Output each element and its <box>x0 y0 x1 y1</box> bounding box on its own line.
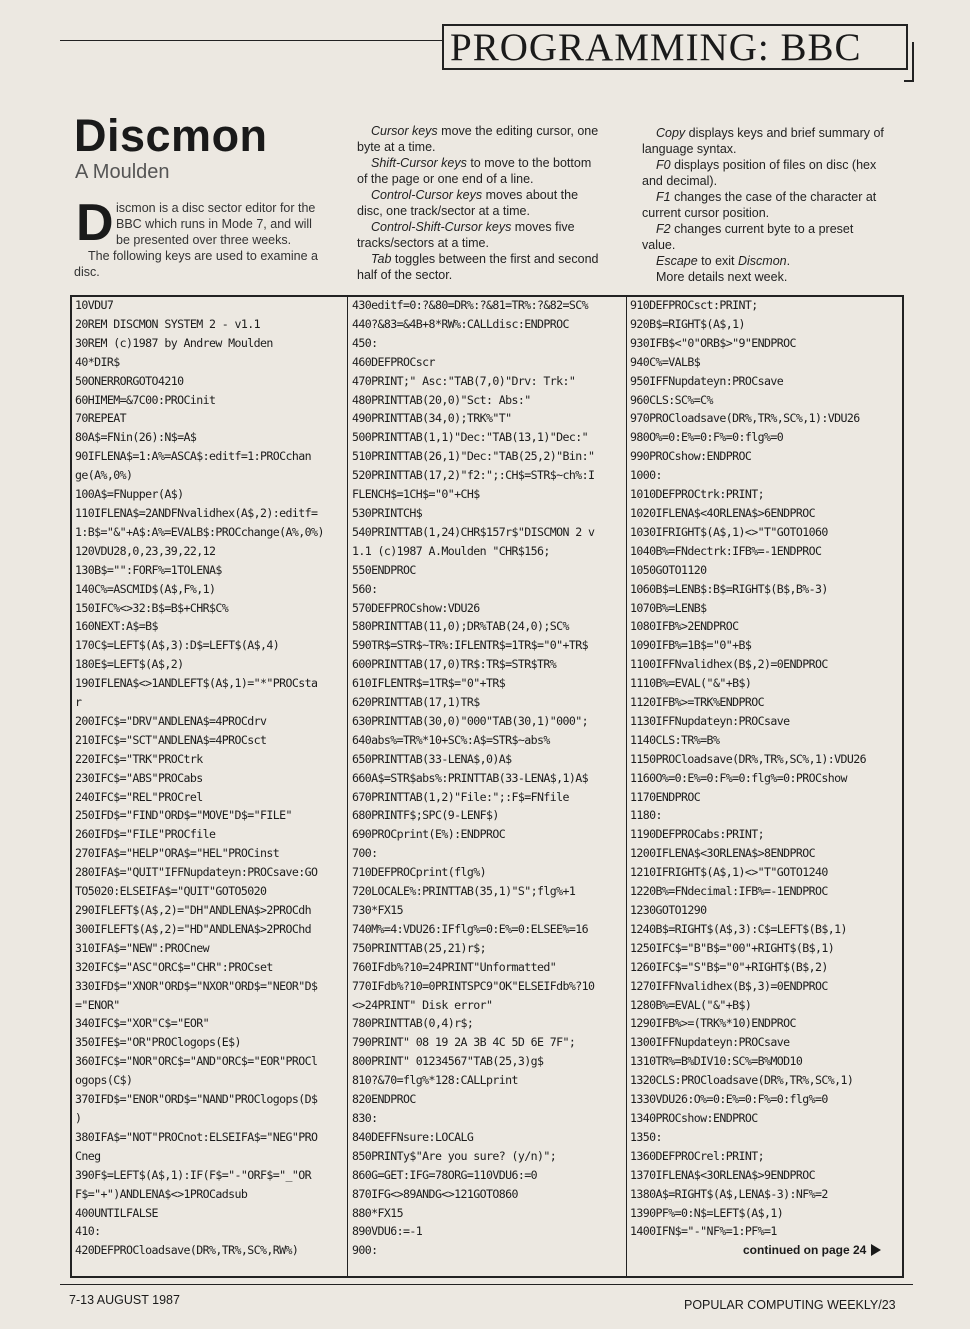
code-line: 510PRINTTAB(26,1)"Dec:"TAB(25,2)"Bin:" <box>352 449 595 464</box>
code-line: ="ENOR" <box>75 997 120 1012</box>
code-line: 130B$="":FORF%=1TOLENA$ <box>75 562 222 577</box>
code-line: 1070B%=LENB$ <box>630 600 707 615</box>
key-name: Cursor keys <box>371 124 438 138</box>
code-line: 680PRINTF$;SPC(9-LENF$) <box>352 808 499 823</box>
key-desc-cont: of the page or one end of a line. <box>357 172 534 186</box>
code-line: 530PRINTCH$ <box>352 505 423 520</box>
arrow-right-icon <box>871 1244 881 1256</box>
code-line: 200IFC$="DRV"ANDLENA$=4PROCdrv <box>75 713 267 728</box>
code-line: Cneg <box>75 1148 101 1163</box>
code-line: 1130IFFNupdateyn:PROCsave <box>630 713 790 728</box>
key-name: F0 <box>656 158 671 172</box>
code-line: 470PRINT;" Asc:"TAB(7,0)"Drv: Trk:" <box>352 373 576 388</box>
code-line: 1100IFFNvalidhex(B$,2)=0ENDPROC <box>630 657 828 672</box>
code-line: 480PRINTTAB(20,0)"Sct: Abs:" <box>352 392 531 407</box>
key-name: F1 <box>656 190 671 204</box>
code-line: 490PRINTTAB(34,0);TRK%"T" <box>352 411 512 426</box>
code-line: 610IFLENTR$=1TR$="0"+TR$ <box>352 676 506 691</box>
code-line: 960CLS:SC%=C% <box>630 392 713 407</box>
code-line: 520PRINTTAB(17,2)"f2:";:CH$=STR$~ch%:I <box>352 468 595 483</box>
key-desc-cont: tracks/sectors at a time. <box>357 236 489 250</box>
code-line: 280IFA$="QUIT"IFFNupdateyn:PROCsave:GO <box>75 865 318 880</box>
code-line: 810?&70=flg%*128:CALLprint <box>352 1073 518 1088</box>
code-line: 1360DEFPROCrel:PRINT; <box>630 1148 764 1163</box>
code-line: 780PRINTTAB(0,4)r$; <box>352 1016 474 1031</box>
code-line: 540PRINTTAB(1,24)CHR$157r$"DISCMON 2 v <box>352 524 595 539</box>
code-line: 1320CLS:PROCloadsave(DR%,TR%,SC%,1) <box>630 1073 854 1088</box>
intro-line: iscmon is a disc sector editor for the <box>116 201 316 215</box>
code-line: 970PROCloadsave(DR%,TR%,SC%,1):VDU26 <box>630 411 860 426</box>
listing-column-2 <box>352 296 634 1260</box>
code-line: 350IFE$="OR"PROClogops(E$) <box>75 1035 241 1050</box>
code-line: 450: <box>352 335 378 350</box>
code-line: 1180: <box>630 808 662 823</box>
code-line: 1060B$=LENB$:B$=RIGHT$(B$,B%-3) <box>630 581 828 596</box>
code-line: 840DEFFNsure:LOCALG <box>352 1129 474 1144</box>
code-line: 410: <box>75 1224 101 1239</box>
code-line: 230IFC$="ABS"PROCabs <box>75 770 203 785</box>
code-line: 1170ENDPROC <box>630 789 701 804</box>
key-name: Tab <box>371 252 392 266</box>
key-name: Shift-Cursor keys <box>371 156 467 170</box>
code-line: <>24PRINT" Disk error" <box>352 997 493 1012</box>
code-line: 730*FX15 <box>352 903 404 917</box>
code-line: 140C%=ASCMID$(A$,F%,1) <box>75 581 216 596</box>
code-line: 390F$=LEFT$(A$,1):IF(F$="-"ORF$="_"OR <box>75 1167 312 1182</box>
code-line: r <box>75 695 82 710</box>
key-desc: changes current byte to a preset <box>670 222 854 236</box>
code-line: 620PRINTTAB(17,1)TR$ <box>352 695 480 710</box>
code-line: 750PRINTTAB(25,21)r$; <box>352 940 486 955</box>
code-line: 1:B$="&"+A$:A%=EVALB$:PROCchange(A%,0%) <box>75 524 324 539</box>
code-line: 590TR$=STR$~TR%:IFLENTR$=1TR$="0"+TR$ <box>352 638 589 653</box>
code-line: 210IFC$="SCT"ANDLENA$=4PROCsct <box>75 732 267 747</box>
code-line: 1390PF%=0:N$=LEFT$(A$,1) <box>630 1205 784 1220</box>
code-line: 920B$=RIGHT$(A$,1) <box>630 316 745 331</box>
code-line: 1090IFB%=1B$="0"+B$ <box>630 638 752 653</box>
footer-publication: POPULAR COMPUTING WEEKLY/23 <box>684 1298 896 1312</box>
code-line: 1150PROCloadsave(DR%,TR%,SC%,1):VDU26 <box>630 751 867 766</box>
code-line: 700: <box>352 846 378 861</box>
code-line: 370IFD$="ENOR"ORD$="NAND"PROClogops(D$ <box>75 1092 318 1107</box>
code-line: 940C%=VALB$ <box>630 354 701 369</box>
code-line: 400UNTILFALSE <box>75 1205 158 1220</box>
code-line: 900: <box>352 1243 378 1258</box>
code-line: FLENCH$=1CH$="0"+CH$ <box>352 487 480 502</box>
intro-line: disc. <box>74 265 100 279</box>
code-line: 460DEFPROCscr <box>352 354 435 369</box>
key-desc: toggles between the first and second <box>391 252 599 266</box>
code-line: 1040B%=FNdectrk:IFB%=-1ENDPROC <box>630 543 822 558</box>
code-line: 170C$=LEFT$(A$,3):D$=LEFT$(A$,4) <box>75 638 280 653</box>
code-line: ge(A%,0%) <box>75 468 133 483</box>
keys-column-left <box>357 123 599 283</box>
code-line: 1260IFC$="S"B$="0"+RIGHT$(B$,2) <box>630 959 828 974</box>
code-line: 1080IFB%>2ENDPROC <box>630 619 739 634</box>
code-line: 650PRINTTAB(33-LENA$,0)A$ <box>352 751 512 766</box>
code-line: 1310TR%=B%DIV10:SC%=B%MOD10 <box>630 1054 803 1069</box>
code-line: 100A$=FNupper(A$) <box>75 487 184 502</box>
code-line: 120VDU28,0,23,39,22,12 <box>75 543 216 558</box>
more-details: More details next week. <box>656 270 788 284</box>
key-desc: displays keys and brief summary of <box>685 126 884 140</box>
code-line: 30REM (c)1987 by Andrew Moulden <box>75 335 273 350</box>
code-line: 1120IFB%>=TRK%ENDPROC <box>630 695 764 710</box>
code-line: 190IFLENA$<>1ANDLEFT$(A$,1)="*"PROCsta <box>75 676 318 691</box>
code-line: 220IFC$="TRK"PROCtrk <box>75 751 203 766</box>
intro-line: BBC which runs in Mode 7, and will <box>116 217 312 231</box>
code-line: 260IFD$="FILE"PROCfile <box>75 827 216 842</box>
code-line: 860G=GET:IFG=78ORG=110VDU6:=0 <box>352 1167 538 1182</box>
article-title: Discmon <box>74 110 268 161</box>
code-line: 830: <box>352 1110 378 1125</box>
code-line: 1380A$=RIGHT$(A$,LENA$-3):NF%=2 <box>630 1186 828 1201</box>
code-line: 1330VDU26:O%=0:E%=0:F%=0:flg%=0 <box>630 1092 828 1107</box>
code-line: 1110B%=EVAL("&"+B$) <box>630 676 752 691</box>
key-desc: to exit <box>697 254 738 268</box>
code-line: 1250IFC$="B"B$="00"+RIGHT$(B$,1) <box>630 940 835 955</box>
continued-notice[interactable] <box>743 1243 881 1257</box>
key-desc-cont: current cursor position. <box>642 206 770 220</box>
keys-column-right <box>642 125 884 285</box>
code-line: 290IFLEFT$(A$,2)="DH"ANDLENA$>2PROCdh <box>75 903 312 917</box>
code-line: 270IFA$="HELP"ORA$="HEL"PROCinst <box>75 846 280 861</box>
code-line: 310IFA$="NEW":PROCnew <box>75 940 209 955</box>
code-line: 570DEFPROCshow:VDU26 <box>352 600 480 615</box>
code-line: 870IFG<>89ANDG<>121GOTO860 <box>352 1186 518 1201</box>
footer-rule <box>60 1284 913 1285</box>
key-name: Control-Cursor keys <box>371 188 483 202</box>
key-name: Control-Shift-Cursor keys <box>371 220 512 234</box>
code-line: 580PRINTTAB(11,0);DR%TAB(24,0);SC% <box>352 619 569 634</box>
code-line: 740M%=4:VDU26:IFflg%=0:E%=0:ELSEE%=16 <box>352 921 589 936</box>
key-name: Escape <box>656 254 698 268</box>
code-line: 40*DIR$ <box>75 354 120 369</box>
code-line: 420DEFPROCloadsave(DR%,TR%,SC%,RW%) <box>75 1243 299 1258</box>
code-line: 500PRINTTAB(1,1)"Dec:"TAB(13,1)"Dec:" <box>352 430 589 445</box>
code-line: 10VDU7 <box>75 298 114 312</box>
code-line: 1190DEFPROCabs:PRINT; <box>630 827 764 842</box>
code-line: 1240B$=RIGHT$(A$,3):C$=LEFT$(B$,1) <box>630 921 847 936</box>
code-line: 1020IFLENA$<4ORLENA$>6ENDPROC <box>630 505 816 520</box>
code-line: 1350: <box>630 1129 662 1144</box>
code-line: 880*FX15 <box>352 1205 404 1220</box>
code-line: 70REPEAT <box>75 411 127 426</box>
code-line: 1300IFFNupdateyn:PROCsave <box>630 1035 790 1050</box>
code-line: 380IFA$="NOT"PROCnot:ELSEIFA$="NEG"PRO <box>75 1129 318 1144</box>
key-name: Copy <box>656 126 686 140</box>
code-line: 300IFLEFT$(A$,2)="HD"ANDLENA$>2PROChd <box>75 921 312 936</box>
code-line: 600PRINTTAB(17,0)TR$:TR$=STR$TR% <box>352 657 557 672</box>
code-line: 850PRINTy$"Are you sure? (y/n)"; <box>352 1148 557 1163</box>
code-line: 1210IFRIGHT$(A$,1)<>"T"GOTO1240 <box>630 865 828 880</box>
code-line: 1270IFFNvalidhex(B$,3)=0ENDPROC <box>630 978 828 993</box>
code-line: 430editf=0:?&80=DR%:?&81=TR%:?&82=SC% <box>352 298 589 312</box>
code-line: 360IFC$="NOR"ORC$="AND"ORC$="EOR"PROCl <box>75 1054 318 1069</box>
listing-column-1 <box>75 296 345 1260</box>
code-line: 770IFdb%?10=0PRINTSPC9"OK"ELSEIFdb%?10 <box>352 978 595 993</box>
code-line: 250IFD$="FIND"ORD$="MOVE"D$="FILE" <box>75 808 292 823</box>
code-line: 320IFC$="ASC"ORC$="CHR":PROCset <box>75 959 273 974</box>
code-line: 330IFD$="XNOR"ORD$="NXOR"ORD$="NEOR"D$ <box>75 978 318 993</box>
code-line: 660A$=STR$abs%:PRINTTAB(33-LENA$,1)A$ <box>352 770 589 785</box>
code-line: 690PROCprint(E%):ENDPROC <box>352 827 506 842</box>
article-author: A Moulden <box>75 161 170 183</box>
code-line: 760IFdb%?10=24PRINT"Unformatted" <box>352 959 557 974</box>
code-line: F$="+")ANDLENA$<>1PROCadsub <box>75 1186 248 1201</box>
code-line: 980O%=0:E%=0:F%=0:flg%=0 <box>630 430 784 445</box>
code-line: 340IFC$="XOR"C$="EOR" <box>75 1016 209 1031</box>
code-line: 890VDU6:=-1 <box>352 1224 423 1239</box>
section-header: PROGRAMMING: BBC <box>450 26 862 69</box>
program-name: Discmon <box>738 254 787 268</box>
code-line: 1280B%=EVAL("&"+B$) <box>630 997 752 1012</box>
code-line: 640abs%=TR%*10+SC%:A$=STR$~abs% <box>352 732 550 747</box>
code-line: 110IFLENA$=2ANDFNvalidhex(A$,2):editf= <box>75 505 318 520</box>
code-line: 440?&83=&4B+8*RW%:CALLdisc:ENDPROC <box>352 316 569 331</box>
code-line: 800PRINT" 01234567"TAB(25,3)g$ <box>352 1054 544 1069</box>
key-desc-cont: disc, one track/sector at a time. <box>357 204 530 218</box>
key-desc: move the editing cursor, one <box>437 124 599 138</box>
code-line: 550ENDPROC <box>352 562 416 577</box>
code-line: 630PRINTTAB(30,0)"000"TAB(30,1)"000"; <box>352 713 589 728</box>
code-line: 150IFC%<>32:B$=B$+CHR$C% <box>75 600 229 615</box>
key-desc-cont: language syntax. <box>642 142 737 156</box>
code-line: 710DEFPROCprint(flg%) <box>352 865 486 880</box>
code-line: 1000: <box>630 468 662 483</box>
key-desc-cont: value. <box>642 238 676 252</box>
key-desc-cont: half of the sector. <box>357 268 453 282</box>
code-line: 820ENDPROC <box>352 1092 416 1107</box>
code-line: 1160O%=0:E%=0:F%=0:flg%=0:PROCshow <box>630 770 847 785</box>
code-line: 560: <box>352 581 378 596</box>
code-line: 930IFB$<"0"ORB$>"9"ENDPROC <box>630 335 796 350</box>
code-line: 60HIMEM=&7C00:PROCinit <box>75 392 216 407</box>
listing-column-3 <box>630 296 902 1241</box>
code-line: 1230GOTO1290 <box>630 903 707 917</box>
code-line: 1.1 (c)1987 A.Moulden "CHR$156; <box>352 543 550 558</box>
code-line: 1140CLS:TR%=B% <box>630 732 720 747</box>
code-line: 990PROCshow:ENDPROC <box>630 449 752 464</box>
footer-date: 7-13 AUGUST 1987 <box>69 1293 180 1307</box>
code-line: ) <box>75 1110 82 1125</box>
code-line: 950IFFNupdateyn:PROCsave <box>630 373 784 388</box>
continued-text: continued on page 24 <box>743 1243 867 1257</box>
code-line: 670PRINTTAB(1,2)"File:";:F$=FNfile <box>352 789 569 804</box>
drop-cap: D <box>76 194 114 252</box>
code-line: 1370IFLENA$<3ORLENA$>9ENDPROC <box>630 1167 816 1182</box>
code-line: 1010DEFPROCtrk:PRINT; <box>630 487 764 502</box>
code-line: 1220B%=FNdecimal:IFB%=-1ENDPROC <box>630 884 828 899</box>
key-desc: changes the case of the character at <box>670 190 877 204</box>
header-rule <box>60 40 444 41</box>
code-line: 1200IFLENA$<3ORLENA$>8ENDPROC <box>630 846 816 861</box>
code-line: 910DEFPROCsct:PRINT; <box>630 298 758 312</box>
key-desc-cont: byte at a time. <box>357 140 436 154</box>
key-desc: displays position of files on disc (hex <box>670 158 877 172</box>
code-line: 1400IFN$="-"NF%=1:PF%=1 <box>630 1224 777 1239</box>
key-desc: . <box>786 254 791 268</box>
code-line: 720LOCALE%:PRINTTAB(35,1)"S";flg%+1 <box>352 884 576 899</box>
listing-column-divider <box>347 295 348 1278</box>
key-desc: moves five <box>511 220 575 234</box>
key-desc: to move to the bottom <box>466 156 592 170</box>
code-line: 1030IFRIGHT$(A$,1)<>"T"GOTO1060 <box>630 524 828 539</box>
code-line: 20REM DISCMON SYSTEM 2 - v1.1 <box>75 316 261 331</box>
code-line: 90IFLENA$=1:A%=ASCA$:editf=1:PROCchan <box>75 449 312 464</box>
code-line: 180E$=LEFT$(A$,2) <box>75 657 184 672</box>
code-line: 1050GOTO1120 <box>630 562 707 577</box>
key-desc: moves about the <box>482 188 579 202</box>
code-line: 240IFC$="REL"PROCrel <box>75 789 203 804</box>
code-line: 790PRINT" 08 19 2A 3B 4C 5D 6E 7F"; <box>352 1035 576 1050</box>
code-line: 1290IFB%>=(TRK%*10)ENDPROC <box>630 1016 796 1031</box>
code-line: 50ONERRORGOTO4210 <box>75 373 184 388</box>
key-name: F2 <box>656 222 671 236</box>
code-line: TO5020:ELSEIFA$="QUIT"GOTO5020 <box>75 884 267 899</box>
code-line: 1340PROCshow:ENDPROC <box>630 1110 758 1125</box>
code-line: 80A$=FNin(26):N$=A$ <box>75 430 197 445</box>
intro-line: The following keys are used to examine a <box>88 249 318 263</box>
code-line: 160NEXT:A$=B$ <box>75 619 158 634</box>
code-line: ogops(C$) <box>75 1073 133 1088</box>
key-desc-cont: and decimal). <box>642 174 718 188</box>
intro-line: be presented over three weeks. <box>116 233 292 247</box>
